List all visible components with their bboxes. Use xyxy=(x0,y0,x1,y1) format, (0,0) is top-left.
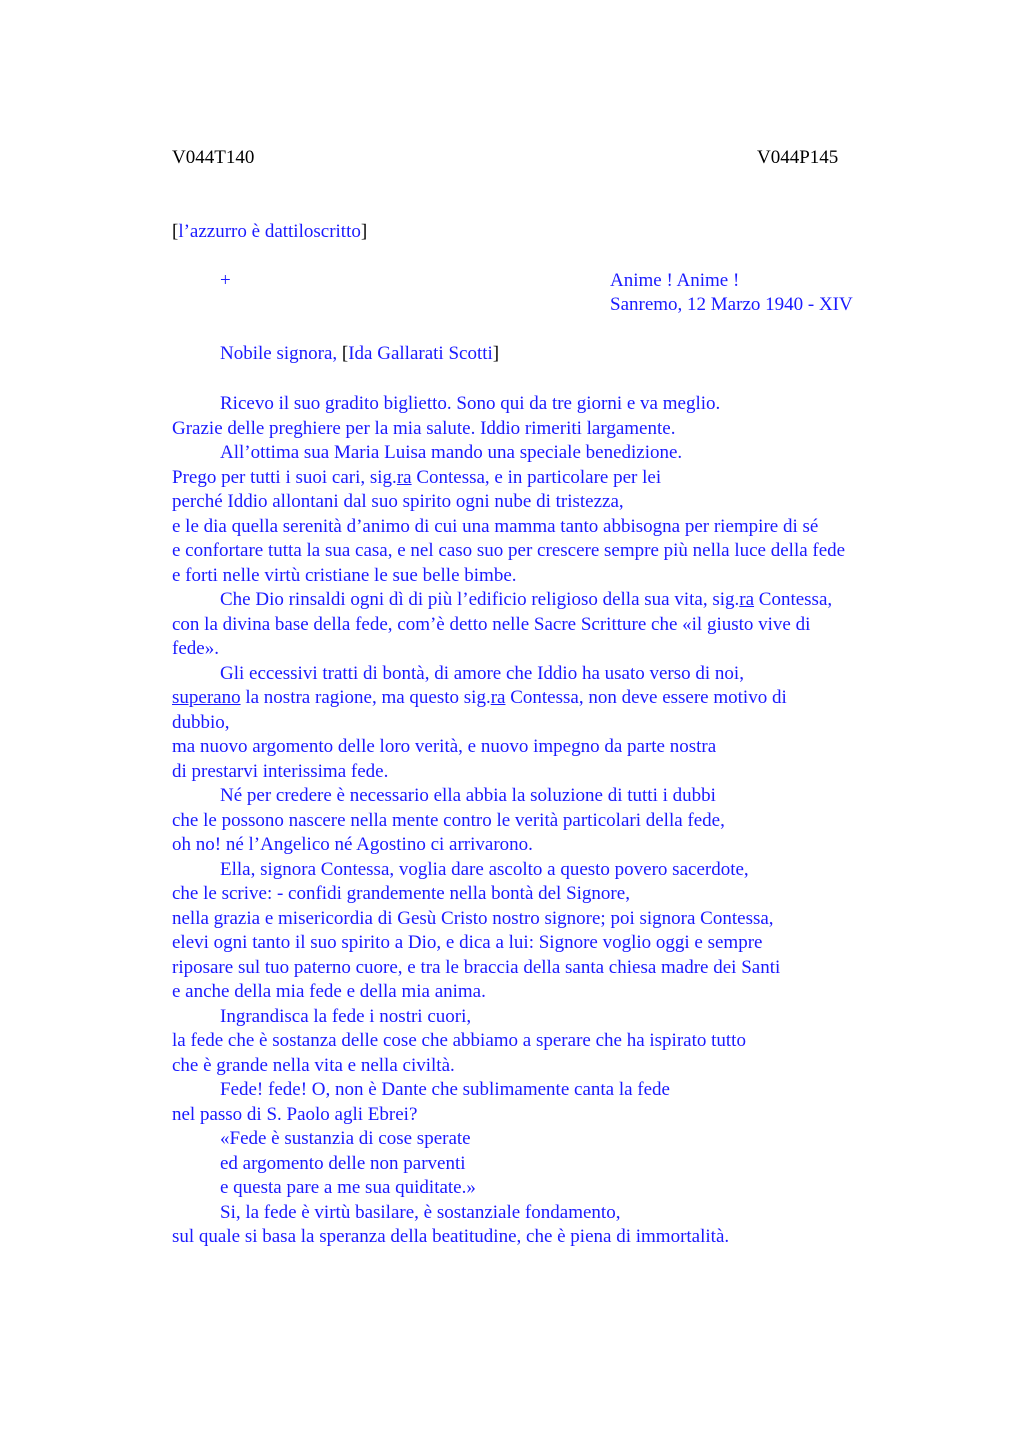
header-left-code: V044T140 xyxy=(172,147,255,168)
note-close-bracket: ] xyxy=(360,221,368,242)
letter-line: sul quale si basa la speranza della beatitudine, che è piena di immortalità. xyxy=(172,1226,730,1247)
underlined-abbrev: ra xyxy=(739,589,755,610)
letter-text: Prego per tutti i suoi cari, sig. xyxy=(172,466,397,488)
note-open-bracket: [ xyxy=(172,221,179,242)
salutation-name: Ida Gallarati Scotti xyxy=(348,343,493,364)
letter-line xyxy=(172,466,972,491)
underlined-word: superano xyxy=(172,687,241,708)
underlined-abbrev: ra xyxy=(490,687,506,708)
quote-line: ed argomento delle non parventi xyxy=(220,1152,466,1174)
letter-line: Grazie delle preghiere per la mia salute. Iddio rimeriti largamente. xyxy=(172,417,676,439)
letter-line: Fede! fede! O, non è Dante che sublimamente canta la fede xyxy=(220,1079,670,1100)
underlined-abbrev: ra xyxy=(396,466,412,488)
letter-line xyxy=(172,588,972,613)
salutation-close-bracket: ] xyxy=(492,343,500,364)
header-right-code: V044P145 xyxy=(757,147,839,168)
letter-line: perché Iddio allontani dal suo spirito ogni nube di tristezza, xyxy=(172,491,624,512)
letter-line: Ella, signora Contessa, voglia dare ascolto a questo povero sacerdote, xyxy=(220,858,749,880)
letter-text: Che Dio rinsaldi ogni dì di più l’edificio religioso della sua vita, sig. xyxy=(220,589,740,610)
letter-line: e confortare tutta la sua casa, e nel caso suo per crescere sempre più nella luce della fede xyxy=(172,540,846,561)
letter-line: nel passo di S. Paolo agli Ebrei? xyxy=(172,1103,418,1125)
letter-text: Contessa, e in particolare per lei xyxy=(411,466,662,488)
letter-text: Contessa, non deve essere motivo di xyxy=(505,687,787,708)
letter-line: elevi ogni tanto il suo spirito a Dio, e dica a lui: Signore voglio oggi e sempre xyxy=(172,932,763,953)
letter-line: Si, la fede è virtù basilare, è sostanziale fondamento, xyxy=(220,1201,621,1223)
salutation-open-bracket: [ xyxy=(341,343,349,364)
quote-line: e questa pare a me sua quiditate.» xyxy=(220,1177,476,1198)
transcription-note xyxy=(172,220,367,244)
letter-line: con la divina base della fede, com’è detto nelle Sacre Scritture che «il giusto vive di xyxy=(172,613,811,635)
letter-line: Ricevo il suo gradito biglietto. Sono qui da tre giorni e va meglio. xyxy=(220,393,721,414)
letter-line: la fede che è sostanza delle cose che abbiamo a sperare che ha ispirato tutto xyxy=(172,1030,746,1051)
cross-symbol: + xyxy=(220,270,231,291)
motto: Anime ! Anime ! xyxy=(610,270,740,291)
letter-line: e anche della mia fede e della mia anima. xyxy=(172,981,486,1002)
letter-line: oh no! né l’Angelico né Agostino ci arrivarono. xyxy=(172,834,533,855)
salutation xyxy=(220,342,499,366)
letter-line: riposare sul tuo paterno cuore, e tra le braccia della santa chiesa madre dei Santi xyxy=(172,956,781,978)
quote-line: «Fede è sustanzia di cose sperate xyxy=(220,1128,471,1149)
place-date: Sanremo, 12 Marzo 1940 - XIV xyxy=(610,294,853,315)
letter-line: ma nuovo argomento delle loro verità, e nuovo impegno da parte nostra xyxy=(172,736,717,757)
letter-line: nella grazia e misericordia di Gesù Cristo nostro signore; poi signora Contessa, xyxy=(172,907,774,929)
letter-line: fede». xyxy=(172,638,219,659)
letter-line: e forti nelle virtù cristiane le sue belle bimbe. xyxy=(172,564,517,586)
letter-line: che le scrive: - confidi grandemente nella bontà del Signore, xyxy=(172,883,630,904)
letter-line: Ingrandisca la fede i nostri cuori, xyxy=(220,1005,472,1027)
letter-line: e le dia quella serenità d’animo di cui una mamma tanto abbisogna per riempire di sé xyxy=(172,515,819,537)
letter-line: dubbio, xyxy=(172,711,230,733)
note-text: l’azzurro è dattiloscritto xyxy=(178,221,361,242)
salutation-text: Nobile signora, xyxy=(220,343,342,364)
letter-line xyxy=(172,686,972,711)
letter-body xyxy=(172,392,972,1250)
letter-line: che le possono nascere nella mente contro le verità particolari della fede, xyxy=(172,809,725,831)
letter-line: Gli eccessivi tratti di bontà, di amore che Iddio ha usato verso di noi, xyxy=(220,662,744,684)
letter-text: la nostra ragione, ma questo sig. xyxy=(240,687,491,708)
letter-line: Né per credere è necessario ella abbia la soluzione di tutti i dubbi xyxy=(220,785,716,806)
letter-text: Contessa, xyxy=(754,589,833,610)
letter-line: di prestarvi interissima fede. xyxy=(172,760,389,782)
letter-line: che è grande nella vita e nella civiltà. xyxy=(172,1054,455,1076)
letter-line: All’ottima sua Maria Luisa mando una speciale benedizione. xyxy=(220,442,683,463)
